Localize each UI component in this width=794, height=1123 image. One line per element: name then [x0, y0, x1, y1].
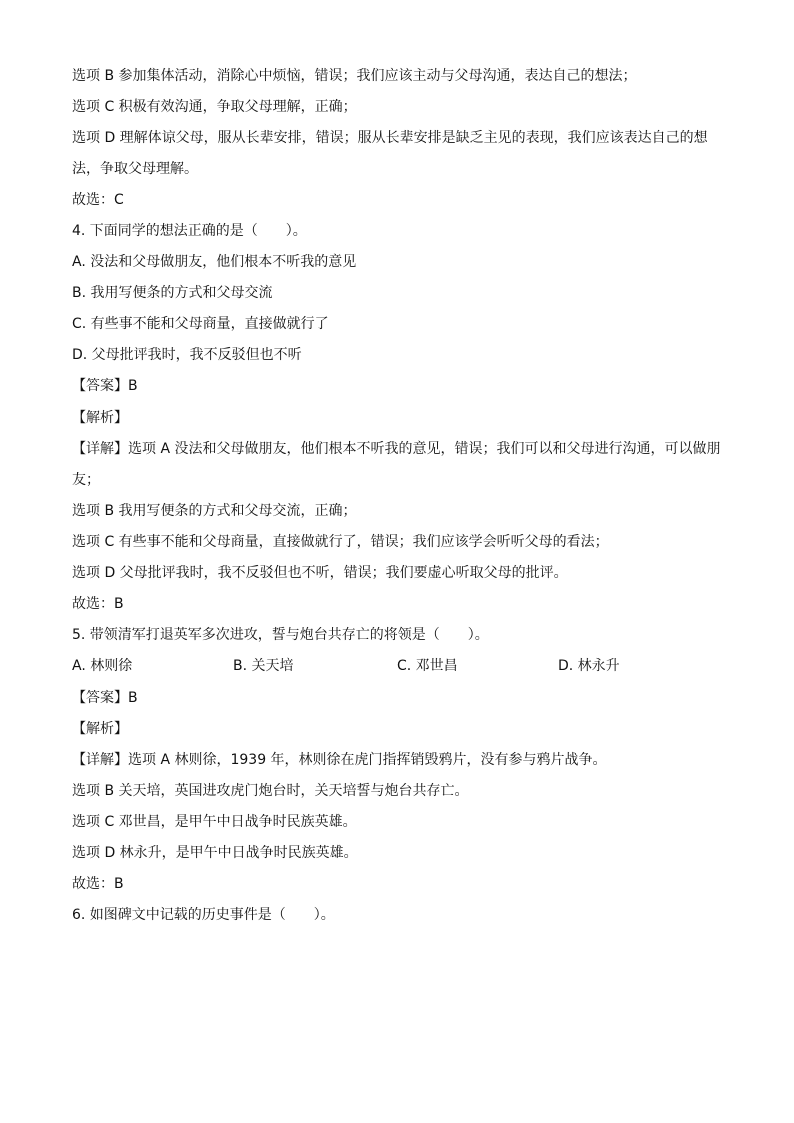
question-4-detail-option-a: 【详解】选项 A 没法和父母做朋友，他们根本不听我的意见，错误；我们可以和父母进行沟通，可以做朋 — [72, 441, 721, 457]
text-line-option-c-explanation: 选项 C 积极有效沟通，争取父母理解，正确； — [72, 99, 357, 115]
question-4-stem: 4. 下面同学的想法正确的是（ ）。 — [72, 223, 307, 239]
question-4-option-a: A. 没法和父母做朋友，他们根本不听我的意见 — [72, 254, 357, 270]
question-5-stem: 5. 带领清军打退英军多次进攻，誓与炮台共存亡的将领是（ ）。 — [72, 627, 489, 643]
question-6-stem: 6. 如图碑文中记载的历史事件是（ ）。 — [72, 907, 335, 923]
question-4-analysis-heading: 【解析】 — [72, 410, 128, 426]
answer-choice-q3: 故选：C — [72, 192, 124, 208]
question-4-choice: 故选：B — [72, 596, 124, 612]
question-5-option-b: B. 关天培 — [233, 658, 294, 674]
question-5-option-a: A. 林则徐 — [72, 658, 133, 674]
question-4-option-c: C. 有些事不能和父母商量，直接做就行了 — [72, 316, 329, 332]
question-4-detail-option-d: 选项 D 父母批评我时，我不反驳但也不听，错误；我们要虚心听取父母的批评。 — [72, 565, 568, 581]
question-4-option-b: B. 我用写便条的方式和父母交流 — [72, 285, 273, 301]
question-5-detail-option-b: 选项 B 关天培，英国进攻虎门炮台时，关天培誓与炮台共存亡。 — [72, 783, 469, 799]
question-5-answer: 【答案】B — [72, 690, 138, 706]
question-5-choice: 故选：B — [72, 876, 124, 892]
question-5-detail-option-d: 选项 D 林永升，是甲午中日战争时民族英雄。 — [72, 845, 358, 861]
question-4-detail-option-b: 选项 B 我用写便条的方式和父母交流，正确； — [72, 503, 357, 519]
question-5-analysis-heading: 【解析】 — [72, 721, 128, 737]
text-line-option-b-explanation: 选项 B 参加集体活动，消除心中烦恼，错误；我们应该主动与父母沟通，表达自己的想法； — [72, 68, 637, 84]
question-5-detail-option-a: 【详解】选项 A 林则徐，1939 年，林则徐在虎门指挥销毁鸦片，没有参与鸦片战争。 — [72, 752, 607, 768]
question-5-detail-option-c: 选项 C 邓世昌，是甲午中日战争时民族英雄。 — [72, 814, 357, 830]
question-4-option-d: D. 父母批评我时，我不反驳但也不听 — [72, 347, 302, 363]
text-line-option-d-explanation: 选项 D 理解体谅父母，服从长辈安排，错误；服从长辈安排是缺乏主见的表现，我们应该表达自己的想 — [72, 130, 708, 146]
question-4-detail-option-c: 选项 C 有些事不能和父母商量，直接做就行了，错误；我们应该学会听听父母的看法； — [72, 534, 609, 550]
question-4-answer: 【答案】B — [72, 378, 138, 394]
text-line-option-d-continued: 法，争取父母理解。 — [72, 161, 198, 177]
question-5-option-c: C. 邓世昌 — [397, 658, 458, 674]
question-4-detail-option-a-continued: 友； — [72, 472, 100, 488]
question-5-options — [72, 656, 732, 676]
question-5-option-d: D. 林永升 — [558, 658, 620, 674]
